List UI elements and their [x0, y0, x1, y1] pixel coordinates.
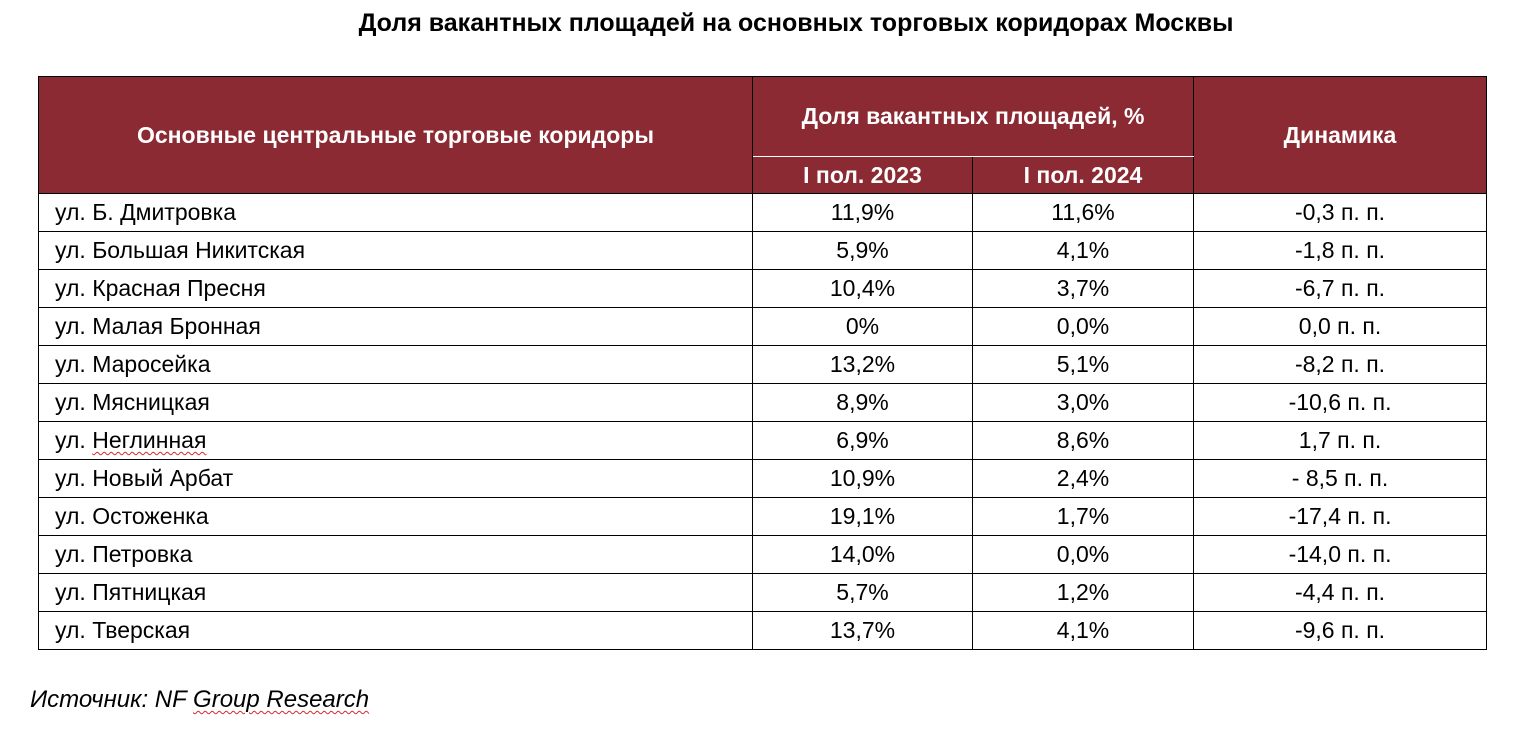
table-row [39, 308, 1487, 346]
street-cell: ул. Мясницкая [39, 384, 753, 422]
vacancy-2024-cell: 0,0% [973, 536, 1194, 574]
dynamics-cell: -10,6 п. п. [1194, 384, 1487, 422]
vacancy-2023-cell: 10,4% [753, 270, 973, 308]
dynamics-cell: -0,3 п. п. [1194, 194, 1487, 232]
vacancy-2024-cell: 3,7% [973, 270, 1194, 308]
street-cell: ул. Маросейка [39, 346, 753, 384]
vacancy-2024-cell: 4,1% [973, 612, 1194, 650]
dynamics-cell: -9,6 п. п. [1194, 612, 1487, 650]
vacancy-2024-cell: 1,2% [973, 574, 1194, 612]
vacancy-2024-cell: 1,7% [973, 498, 1194, 536]
street-cell: ул. Остоженка [39, 498, 753, 536]
table-row [39, 460, 1487, 498]
vacancy-2023-cell: 13,7% [753, 612, 973, 650]
source-note [30, 684, 369, 716]
street-cell: ул. Малая Бронная [39, 308, 753, 346]
vacancy-2023-cell: 5,9% [753, 232, 973, 270]
street-cell: ул. Тверская [39, 612, 753, 650]
street-name-spellcheck: Неглинная [92, 427, 207, 453]
vacancy-2024-cell: 3,0% [973, 384, 1194, 422]
vacancy-2023-cell: 14,0% [753, 536, 973, 574]
dynamics-cell: 0,0 п. п. [1194, 308, 1487, 346]
dynamics-cell: -14,0 п. п. [1194, 536, 1487, 574]
street-cell: ул. Пятницкая [39, 574, 753, 612]
vacancy-2024-cell: 0,0% [973, 308, 1194, 346]
dynamics-cell: -1,8 п. п. [1194, 232, 1487, 270]
vacancy-table [38, 76, 1487, 650]
vacancy-2023-cell: 13,2% [753, 346, 973, 384]
street-cell: ул. Красная Пресня [39, 270, 753, 308]
source-name-spellcheck: Group Research [193, 686, 370, 713]
table-row [39, 612, 1487, 650]
street-cell [39, 422, 753, 460]
header-h1-2023: I пол. 2023 [753, 157, 973, 194]
table-row [39, 536, 1487, 574]
table-row [39, 574, 1487, 612]
vacancy-2024-cell: 4,1% [973, 232, 1194, 270]
header-vacancy-share: Доля вакантных площадей, % [753, 77, 1194, 157]
vacancy-2023-cell: 8,9% [753, 384, 973, 422]
vacancy-2023-cell: 0% [753, 308, 973, 346]
source-label: Источник: NF [30, 686, 194, 713]
vacancy-2023-cell: 19,1% [753, 498, 973, 536]
dynamics-cell: -6,7 п. п. [1194, 270, 1487, 308]
table-row [39, 422, 1487, 460]
table-row [39, 498, 1487, 536]
street-cell: ул. Петровка [39, 536, 753, 574]
dynamics-cell: -8,2 п. п. [1194, 346, 1487, 384]
street-cell: ул. Новый Арбат [39, 460, 753, 498]
vacancy-2023-cell: 11,9% [753, 194, 973, 232]
street-cell: ул. Большая Никитская [39, 232, 753, 270]
table-row [39, 194, 1487, 232]
vacancy-2023-cell: 6,9% [753, 422, 973, 460]
vacancy-2024-cell: 5,1% [973, 346, 1194, 384]
header-dynamics: Динамика [1194, 77, 1487, 194]
table-row [39, 384, 1487, 422]
vacancy-2024-cell: 8,6% [973, 422, 1194, 460]
header-h1-2024: I пол. 2024 [973, 157, 1194, 194]
street-prefix: ул. [55, 427, 93, 453]
vacancy-2023-cell: 5,7% [753, 574, 973, 612]
dynamics-cell: 1,7 п. п. [1194, 422, 1487, 460]
table-title: Доля вакантных площадей на основных торговых коридорах Москвы [358, 9, 1234, 37]
table-row [39, 346, 1487, 384]
vacancy-2024-cell: 2,4% [973, 460, 1194, 498]
table-row [39, 270, 1487, 308]
vacancy-2024-cell: 11,6% [973, 194, 1194, 232]
header-corridors: Основные центральные торговые коридоры [39, 77, 753, 194]
dynamics-cell: - 8,5 п. п. [1194, 460, 1487, 498]
table-row [39, 232, 1487, 270]
street-cell: ул. Б. Дмитровка [39, 194, 753, 232]
vacancy-2023-cell: 10,9% [753, 460, 973, 498]
dynamics-cell: -4,4 п. п. [1194, 574, 1487, 612]
dynamics-cell: -17,4 п. п. [1194, 498, 1487, 536]
